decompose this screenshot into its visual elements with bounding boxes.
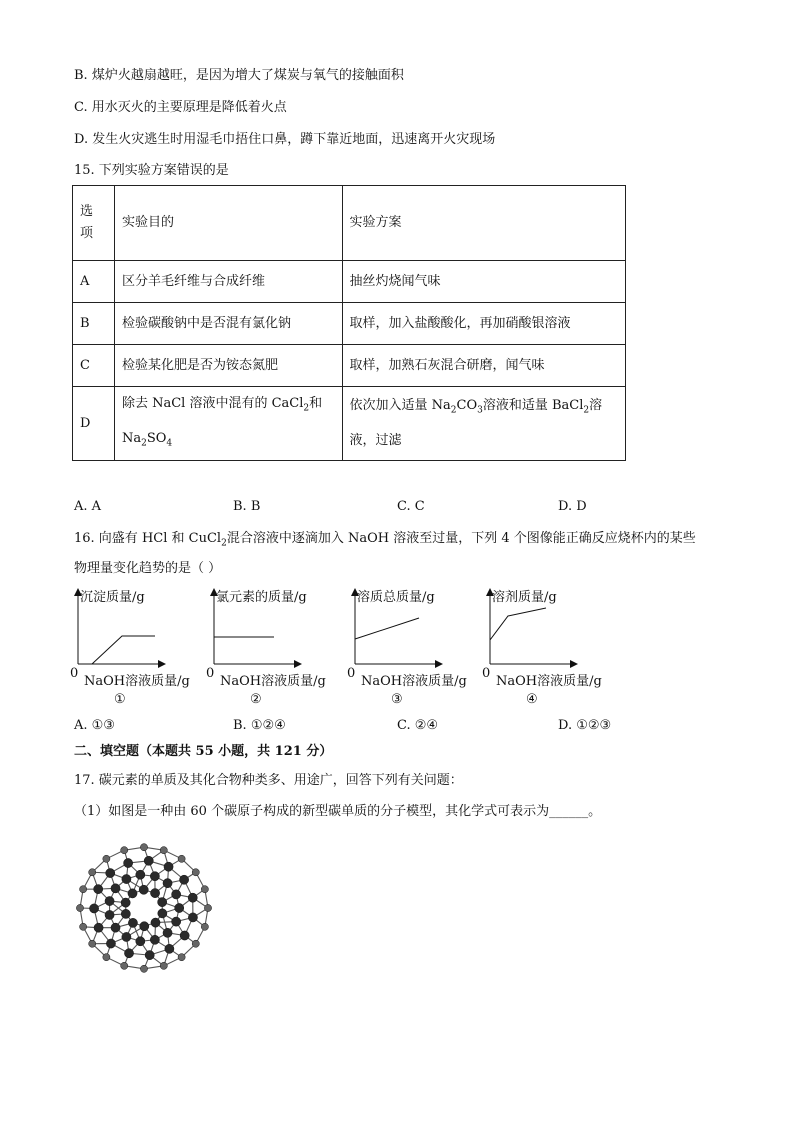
carbon-atom — [204, 904, 211, 911]
carbon-atom — [158, 909, 167, 918]
carbon-atom — [136, 937, 145, 946]
answer-option: D. ①②③ — [558, 718, 612, 733]
carbon-atom — [140, 844, 147, 851]
row-purpose: 检验碳酸钠中是否混有氯化钠 — [114, 303, 342, 345]
row-plan: 抽丝灼烧闻气味 — [342, 261, 625, 303]
q16-stem-line2: 物理量变化趋势的是（ ） — [74, 561, 222, 576]
carbon-atom — [201, 923, 208, 930]
carbon-atom — [128, 918, 137, 927]
carbon-atom — [140, 965, 147, 972]
answer-option: C. C — [397, 499, 425, 514]
origin-label: 0 — [482, 666, 491, 681]
table-row — [73, 261, 626, 303]
carbon-atom — [164, 862, 173, 871]
graph-number: ② — [250, 692, 262, 707]
carbon-atom — [105, 910, 114, 919]
q14-option-c: C. 用水灭火的主要原理是降低着火点 — [74, 100, 287, 115]
row-purpose: 检验某化肥是否为铵态氮肥 — [114, 345, 342, 387]
row-option: A — [73, 261, 115, 303]
carbon-atom — [106, 868, 115, 877]
x-axis-label: NaOH溶液质量/g — [220, 674, 326, 689]
q16-answer-options — [74, 716, 674, 736]
header-purpose: 实验目的 — [114, 186, 342, 261]
curve — [355, 618, 419, 639]
carbon-atom — [150, 935, 159, 944]
carbon-atom — [188, 893, 197, 902]
y-axis-label: 氯元素的质量/g — [216, 590, 307, 605]
carbon-atom — [103, 954, 110, 961]
curve — [92, 636, 155, 664]
carbon-atom — [150, 872, 159, 881]
answer-option: B. B — [233, 499, 261, 514]
carbon-atom — [111, 923, 120, 932]
answer-option: A. A — [74, 499, 102, 514]
carbon-atom — [163, 928, 172, 937]
header-option: 选 项 — [73, 186, 115, 261]
q15-answer-options — [74, 497, 674, 517]
carbon-atom — [76, 904, 83, 911]
graph-precipitate-mass — [70, 586, 210, 712]
curve — [490, 608, 546, 640]
carbon-atom — [151, 918, 160, 927]
carbon-atom — [201, 886, 208, 893]
c60-molecule-model — [70, 836, 222, 984]
carbon-atom — [175, 903, 184, 912]
carbon-atom — [103, 855, 110, 862]
row-option: D — [73, 387, 115, 461]
carbon-atom — [94, 923, 103, 932]
answer-option: D. D — [558, 499, 587, 514]
graph-solvent-mass — [482, 586, 622, 712]
answer-option: A. ①③ — [74, 718, 115, 733]
carbon-atom — [80, 886, 87, 893]
carbon-atom — [150, 888, 159, 897]
carbon-atom — [89, 940, 96, 947]
q17-sub1: （1）如图是一种由 60 个碳原子构成的新型碳单质的分子模型，其化学式可表示为______。 — [74, 804, 602, 819]
row-purpose: 除去 NaCl 溶液中混有的 CaCl$_2$和 $Na_2SO_4$ — [114, 387, 342, 461]
q15-stem: 15. 下列实验方案错误的是 — [74, 163, 229, 178]
carbon-atom — [180, 931, 189, 940]
carbon-atom — [192, 869, 199, 876]
carbon-atom — [178, 954, 185, 961]
q16-stem-line1: 16. 向盛有 HCl 和 CuCl$_2$混合溶液中逐滴加入 NaOH 溶液至过量，下列 4 个图像能正确反应烧杯内的某些 — [74, 531, 696, 549]
carbon-atom — [160, 847, 167, 854]
carbon-atom — [188, 913, 197, 922]
row-purpose: 区分羊毛纤维与合成纤维 — [114, 261, 342, 303]
origin-label: 0 — [206, 666, 215, 681]
row-option: B — [73, 303, 115, 345]
graph-chlorine-mass — [206, 586, 346, 712]
section-heading: 二、填空题（本题共 55 小题，共 121 分） — [74, 744, 333, 759]
row-plan: 取样，加入盐酸酸化，再加硝酸银溶液 — [342, 303, 625, 345]
carbon-atom — [158, 898, 167, 907]
x-axis-label: NaOH溶液质量/g — [84, 674, 190, 689]
table-row — [73, 345, 626, 387]
carbon-atom — [140, 922, 149, 931]
graph-number: ③ — [391, 692, 403, 707]
carbon-atom — [122, 932, 131, 941]
carbon-atom — [172, 917, 181, 926]
carbon-atom — [80, 923, 87, 930]
row-plan: 依次加入适量 $Na_2CO_3$溶液和适量 BaCl$_2$溶 液，过滤 — [342, 387, 625, 461]
carbon-atom — [178, 855, 185, 862]
answer-option: B. ①②④ — [233, 718, 286, 733]
x-axis-label: NaOH溶液质量/g — [361, 674, 467, 689]
carbon-atom — [139, 885, 148, 894]
carbon-atom — [136, 870, 145, 879]
origin-label: 0 — [347, 666, 356, 681]
q14-option-d: D. 发生火灾逃生时用湿毛巾捂住口鼻，蹲下靠近地面，迅速离开火灾现场 — [74, 132, 496, 147]
table-header-row — [73, 186, 626, 261]
carbon-atom — [180, 875, 189, 884]
carbon-atom — [128, 889, 137, 898]
carbon-atom — [111, 884, 120, 893]
y-axis-label: 溶质总质量/g — [357, 590, 435, 605]
carbon-atom — [163, 879, 172, 888]
graph-number: ④ — [526, 692, 538, 707]
answer-option: C. ②④ — [397, 718, 439, 733]
carbon-atom — [89, 904, 98, 913]
carbon-atom — [124, 858, 133, 867]
carbon-atom — [122, 874, 131, 883]
carbon-atom — [124, 949, 133, 958]
carbon-atom — [145, 951, 154, 960]
carbon-atom — [192, 940, 199, 947]
experiment-table — [72, 185, 626, 461]
carbon-atom — [121, 962, 128, 969]
row-plan: 取样，加熟石灰混合研磨，闻气味 — [342, 345, 625, 387]
graph-number: ① — [114, 692, 126, 707]
carbon-atom — [121, 909, 130, 918]
q14-option-b: B. 煤炉火越扇越旺，是因为增大了煤炭与氧气的接触面积 — [74, 68, 404, 83]
carbon-atom — [172, 890, 181, 899]
header-plan: 实验方案 — [342, 186, 625, 261]
carbon-atom — [105, 896, 114, 905]
table-row — [73, 303, 626, 345]
carbon-atom — [121, 847, 128, 854]
carbon-atom — [160, 962, 167, 969]
carbon-atom — [106, 939, 115, 948]
q17-stem: 17. 碳元素的单质及其化合物种类多、用途广，回答下列有关问题： — [74, 773, 463, 788]
carbon-atom — [165, 944, 174, 953]
carbon-atom — [94, 885, 103, 894]
carbon-atom — [144, 856, 153, 865]
origin-label: 0 — [70, 666, 79, 681]
graph-total-solute-mass — [347, 586, 487, 712]
y-axis-label: 沉淀质量/g — [80, 590, 145, 605]
carbon-atom — [121, 898, 130, 907]
row-option: C — [73, 345, 115, 387]
y-axis-label: 溶剂质量/g — [492, 590, 557, 605]
carbon-atom — [89, 869, 96, 876]
x-axis-label: NaOH溶液质量/g — [496, 674, 602, 689]
table-row — [73, 387, 626, 461]
